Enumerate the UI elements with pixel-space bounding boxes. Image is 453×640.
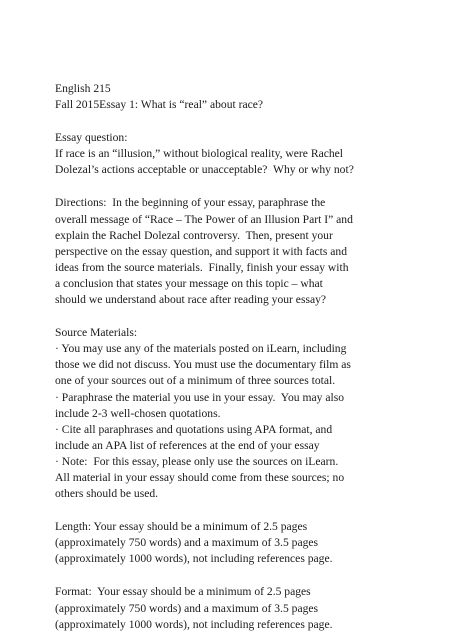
- paragraph-gap: [55, 113, 435, 130]
- paragraph-gap: [55, 178, 435, 195]
- length-line: (approximately 1000 words), not including references page.: [55, 552, 333, 566]
- source-materials-block: [55, 325, 435, 502]
- directions-line: a conclusion that states your message on this topic – what: [55, 276, 323, 290]
- format-block: [55, 584, 435, 632]
- document-body: [55, 81, 435, 633]
- directions-block: [55, 195, 435, 308]
- source-bullet-line: · You may use any of the materials posted on iLearn, including: [55, 342, 347, 356]
- directions-line: explain the Rachel Dolezal controversy. Then, present your: [55, 228, 333, 242]
- format-line: (approximately 1000 words), not including references page.: [55, 617, 333, 631]
- length-block: [55, 519, 435, 567]
- paragraph-gap: [55, 308, 435, 325]
- paragraph-gap: [55, 567, 435, 584]
- question-text-line: If race is an “illusion,” without biological reality, were Rachel: [55, 147, 344, 161]
- directions-line: perspective on the essay question, and support it with facts and: [55, 244, 348, 258]
- header-block: [55, 81, 435, 113]
- length-line: (approximately 750 words) and a maximum of 3.5 pages: [55, 536, 319, 550]
- source-bullet-line: · Cite all paraphrases and quotations using APA format, and: [55, 422, 333, 436]
- course-name: English 215: [55, 82, 111, 95]
- essay-title: Fall 2015Essay 1: What is “real” about race?: [55, 98, 264, 112]
- source-bullet-line: include 2-3 well-chosen quotations.: [55, 406, 221, 420]
- format-line: (approximately 750 words) and a maximum of 3.5 pages: [55, 601, 319, 615]
- source-bullet-line: others should be used.: [55, 487, 159, 501]
- source-materials-heading: Source Materials:: [55, 326, 138, 340]
- source-bullet-line: those we did not discuss. You must use the documentary film as: [55, 358, 351, 372]
- directions-line: should we understand about race after reading your essay?: [55, 293, 327, 307]
- directions-line: ideas from the source materials. Finally, finish your essay with: [55, 260, 349, 274]
- paragraph-gap: [55, 502, 435, 519]
- source-bullet-line: one of your sources out of a minimum of three sources total.: [55, 374, 336, 388]
- format-line: Format: Your essay should be a minimum of 2.5 pages: [55, 585, 311, 599]
- source-bullet-line: · Note: For this essay, please only use the sources on iLearn.: [55, 454, 339, 468]
- source-bullet-line: All material in your essay should come from these sources; no: [55, 470, 345, 484]
- question-heading: Essay question:: [55, 131, 128, 145]
- source-bullet-line: include an APA list of references at the end of your essay: [55, 438, 320, 452]
- length-line: Length: Your essay should be a minimum of 2.5 pages: [55, 520, 308, 534]
- directions-line: overall message of “Race – The Power of an Illusion Part I” and: [55, 212, 353, 226]
- directions-line: Directions: In the beginning of your essay, paraphrase the: [55, 196, 326, 210]
- source-bullet-line: · Paraphrase the material you use in your essay. You may also: [55, 390, 345, 404]
- question-block: [55, 130, 435, 178]
- question-text-line: Dolezal’s actions acceptable or unacceptable? Why or why not?: [55, 163, 354, 177]
